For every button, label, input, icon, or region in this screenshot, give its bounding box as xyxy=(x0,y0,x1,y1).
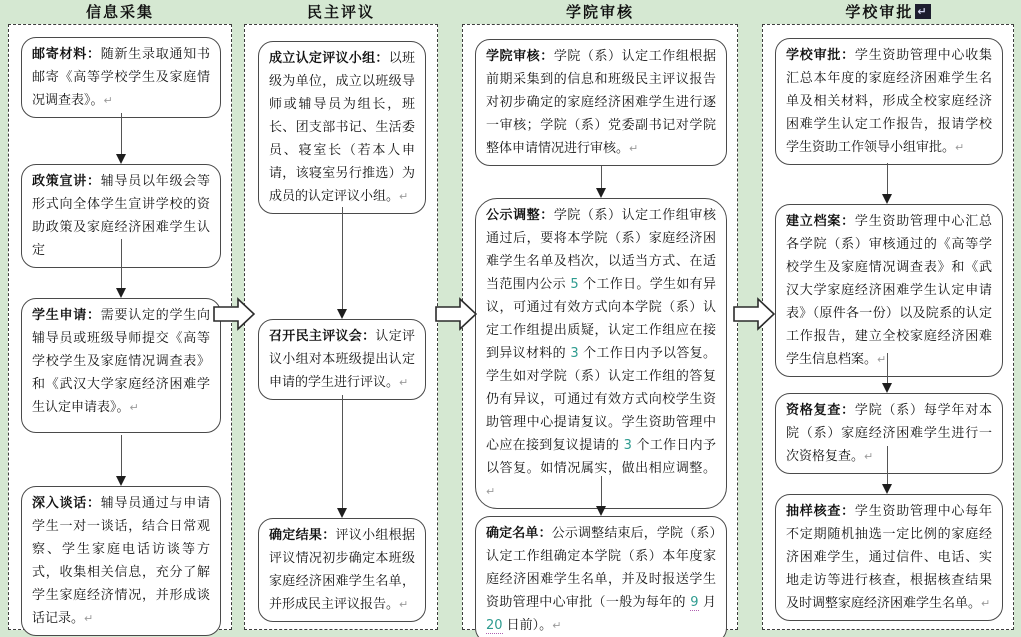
down-arrow-icon xyxy=(881,446,893,494)
down-arrow-icon xyxy=(115,113,127,164)
down-arrow-icon xyxy=(881,353,893,393)
box-text: 成立认定评议小组：以班级为单位，成立以班级导师或辅导员为组长，班长、团支部书记、生活委员、寝室长（若本人申请，该寝室另行推选）为成员的认定评议小组。↵ xyxy=(269,51,415,204)
lane-school-approval xyxy=(762,24,1014,630)
box-confirm-result xyxy=(258,518,426,622)
box-text: 召开民主评议会：认定评议小组对本班级提出认定申请的学生进行评议。↵ xyxy=(269,329,415,390)
lane-democratic-review xyxy=(244,24,438,630)
box-publicity-adjustment xyxy=(475,198,727,509)
lane-title-text: 学校审批 xyxy=(845,3,914,21)
down-arrow-icon xyxy=(336,395,348,518)
box-text: 确定结果：评议小组根据评议情况初步确定本班级家庭经济困难学生名单，并形成民主评议报告。↵ xyxy=(269,528,415,612)
box-text: 学校审批：学生资助管理中心收集汇总本年度的家庭经济困难学生名单及相关材料，形成全校家庭经济困难学生认定工作报告，报请学校学生资助工作领导小组审批。↵ xyxy=(786,48,992,155)
down-arrow-icon xyxy=(881,163,893,204)
box-build-archive xyxy=(775,204,1003,377)
box-school-approval xyxy=(775,38,1003,165)
lane-college-review xyxy=(462,24,738,633)
lane-title-text: 民主评议 xyxy=(306,3,375,21)
next-stage-arrow-icon xyxy=(733,295,775,333)
down-arrow-icon xyxy=(115,435,127,486)
box-text: 学院审核：学院（系）认定工作组根据前期采集到的信息和班级民主评议报告对初步确定的家庭经济困难学生进行逐一审核；学院（系）党委副书记对学院整体申请情况进行审核。↵ xyxy=(486,49,716,156)
box-confirm-list xyxy=(475,516,727,637)
lane-title-info-collection xyxy=(8,3,232,22)
box-form-review-group xyxy=(258,41,426,214)
highlighted-paragraph-mark: ↵ xyxy=(917,5,929,18)
box-text: 学生申请：需要认定的学生向辅导员或班级导师提交《高等学校学生及家庭情况调查表》和《武汉大学家庭经济困难学生认定申请表》。↵ xyxy=(32,308,210,415)
box-in-depth-talk xyxy=(21,486,221,636)
box-text: 邮寄材料：随新生录取通知书邮寄《高等学校学生及家庭情况调查表》。↵ xyxy=(32,47,210,108)
next-stage-arrow-icon xyxy=(213,295,255,333)
box-text: 建立档案：学生资助管理中心汇总各学院（系）审核通过的《高等学校学生及家庭情况调查表》和《武汉大学家庭经济困难学生认定申请表》（原件各一份）以及院系的认定工作报告，建立全校家庭经济困难学生信息档案。↵ xyxy=(786,214,992,367)
lane-title-college-review xyxy=(462,3,738,22)
lane-title-democratic-review xyxy=(244,3,438,22)
box-text: 公示调整：学院（系）认定工作组审核通过后，要将本学院（系）家庭经济困难学生名单及档次，以适当方式、在适当范围内公示 5 个工作日。学生如有异议，可通过有效方式向本学院（系）认定工作组提出质疑，认定工作组应在接到异议材料的 3 个工作日内予以答复。学生如对学院（系）认定工作组的答复仍有异议，可通过有效方式向校学生资助管理中心提请复议。学生资助管理中心应在接到复议提请的 3 个工作日内予以答复。如情况属实，做出相应调整。↵ xyxy=(486,208,716,498)
down-arrow-icon xyxy=(595,166,607,198)
next-stage-arrow-icon xyxy=(435,295,477,333)
box-college-review xyxy=(475,39,727,166)
lane-title-text: 信息采集 xyxy=(85,3,154,21)
box-mail-materials xyxy=(21,37,221,118)
lane-title-text: 学院审核 xyxy=(565,3,634,21)
down-arrow-icon xyxy=(115,239,127,298)
down-arrow-icon xyxy=(336,207,348,319)
down-arrow-icon xyxy=(595,476,607,516)
lane-title-school-approval xyxy=(762,3,1014,22)
box-hold-review-meeting xyxy=(258,319,426,400)
lane-info-collection xyxy=(8,24,232,630)
box-text: 确定名单：公示调整结束后，学院（系）认定工作组确定本学院（系）本年度家庭经济困难学生名单，并及时报送学生资助管理中心审批（一般为每年的 9 月 20 日前）。↵ xyxy=(486,526,716,633)
box-text: 政策宣讲：辅导员以年级会等形式向全体学生宣讲学校的资助政策及家庭经济困难学生认定 xyxy=(32,174,210,258)
box-text: 资格复查：学院（系）每学年对本院（系）家庭经济困难学生进行一次资格复查。↵ xyxy=(786,403,992,464)
box-student-application xyxy=(21,298,221,433)
box-text: 抽样核查：学生资助管理中心每年不定期随机抽选一定比例的家庭经济困难学生，通过信件、电话、实地走访等进行核查，根据核查结果及时调整家庭经济困难学生名单。↵ xyxy=(786,504,992,611)
box-text: 深入谈话：辅导员通过与申请学生一对一谈话，结合日常观察、学生家庭电话访谈等方式，收集相关信息，充分了解学生家庭经济情况，并形成谈话记录。↵ xyxy=(32,496,210,626)
box-sampling-check xyxy=(775,494,1003,621)
